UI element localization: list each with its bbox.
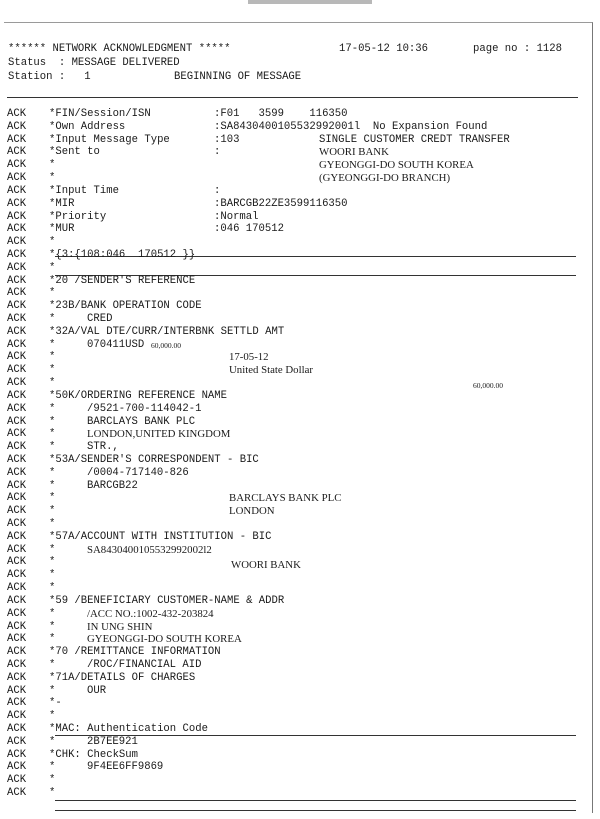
star: * [49, 582, 56, 595]
fin-label: *FIN/Session/ISN [49, 108, 151, 120]
field-59-account: /ACC NO.:1002-432-203824 [87, 607, 214, 620]
ack-label: ACK [7, 325, 27, 338]
row-field-59-1 [7, 608, 585, 621]
row-field-50k-1 [7, 403, 585, 416]
star: * [49, 172, 56, 185]
header-title: ****** NETWORK ACKNOWLEDGMENT ***** [8, 43, 231, 55]
star: * [49, 735, 56, 748]
star: * [49, 415, 56, 428]
ack-label: ACK [7, 389, 27, 402]
header-station: Station : 1 [8, 71, 91, 83]
row-end [7, 787, 585, 800]
ack-label: ACK [7, 633, 27, 646]
row-block3 [7, 249, 585, 262]
field-70-label: *70 /REMITTANCE INFORMATION [49, 646, 221, 659]
mir-label: *MIR [49, 197, 75, 210]
ack-label: ACK [7, 313, 27, 325]
ack-label: ACK [7, 787, 27, 800]
row-blank [7, 236, 585, 249]
ack-label: ACK [7, 210, 27, 223]
row-field-59-2 [7, 621, 585, 634]
star: * [49, 428, 56, 441]
ack-label: ACK [7, 248, 27, 261]
row-field-53a [7, 454, 585, 467]
row-field-70-1 [7, 659, 585, 672]
ack-label: ACK [7, 146, 27, 159]
star: * [49, 492, 56, 505]
ack-label: ACK [7, 223, 27, 236]
row-field-32a-date [7, 351, 585, 364]
sent-branch: (GYEONGGI-DO BRANCH) [319, 172, 451, 185]
row-mir [7, 198, 585, 211]
ack-label: ACK [7, 120, 27, 133]
field-32a-value: 070411USD [87, 338, 145, 351]
row-field-23b-value [7, 313, 585, 326]
scan-edge-mark [248, 0, 372, 4]
sent-label: *Sent to [49, 146, 100, 159]
chk-label: *CHK: CheckSum [49, 748, 139, 761]
sent-colon: : [214, 146, 221, 159]
row-input-type [7, 134, 585, 147]
ack-label: ACK [7, 402, 27, 415]
star: * [49, 620, 56, 633]
ack-label: ACK [7, 569, 27, 582]
mac-label: *MAC: Authentication Code [49, 723, 208, 735]
field-50k-label: *50K/ORDERING REFERENCE NAME [49, 389, 228, 402]
row-sent-to [7, 146, 585, 159]
star: * [49, 479, 56, 492]
row-field-57a [7, 531, 585, 544]
row-mur [7, 223, 585, 236]
mur-label: *MUR [49, 223, 75, 236]
ack-label: ACK [7, 377, 27, 390]
star: * [49, 774, 56, 787]
ack-label: ACK [7, 172, 27, 185]
row-field-50k [7, 390, 585, 403]
ack-label: ACK [7, 697, 27, 710]
priority-label: *Priority [49, 210, 107, 223]
fin-value: :F01 3599 116350 [214, 108, 348, 120]
star: * [49, 761, 56, 774]
ack-label: ACK [7, 236, 27, 249]
priority-value: :Normal [214, 210, 259, 223]
ack-label: ACK [7, 415, 27, 428]
row-field-59 [7, 595, 585, 608]
chk-value: 9F4EE6FF9869 [87, 761, 164, 774]
star: * [49, 236, 56, 249]
header-status-line [8, 56, 578, 70]
message-body [7, 108, 585, 800]
ack-label: ACK [7, 287, 27, 300]
ack-label: ACK [7, 428, 27, 441]
sent-bank: WOORI BANK [319, 146, 389, 159]
star: * [49, 313, 56, 325]
field-32a-currency: United State Dollar [229, 364, 313, 377]
ack-label: ACK [7, 492, 27, 505]
row-field-53a-2 [7, 480, 585, 493]
row-own-address [7, 121, 585, 134]
star: * [49, 338, 56, 351]
ack-label: ACK [7, 159, 27, 172]
row-mac [7, 723, 585, 736]
row-field-50k-2 [7, 416, 585, 429]
field-53a-account: /0004-717140-826 [87, 466, 189, 479]
block3-value: *{3:{108:046 170512 }} [49, 248, 196, 261]
row-field-53a-3 [7, 492, 585, 505]
ack-label: ACK [7, 607, 27, 620]
ack-label: ACK [7, 594, 27, 607]
ack-label: ACK [7, 761, 27, 774]
star: * [49, 466, 56, 479]
row-field-32a-amount [7, 377, 585, 390]
ack-label: ACK [7, 441, 27, 454]
star: * [49, 287, 56, 300]
row-field-23b [7, 300, 585, 313]
row-field-59-3 [7, 633, 585, 646]
row-mac-value [7, 736, 585, 749]
imt-value: :103 [214, 133, 240, 146]
field-59-region: GYEONGGI-DO SOUTH KOREA [87, 633, 242, 646]
row-blank [7, 569, 585, 582]
own-value: :SA8430400105532992001l No Expansion Found [214, 120, 488, 133]
row-field-32a [7, 326, 585, 339]
row-blank [7, 774, 585, 787]
ack-label: ACK [7, 351, 27, 364]
star: * [49, 787, 56, 800]
message-header [8, 42, 578, 84]
row-field-53a-4 [7, 505, 585, 518]
star: * [49, 351, 56, 364]
row-chk [7, 749, 585, 762]
row-field-71a [7, 672, 585, 685]
row-field-50k-3 [7, 428, 585, 441]
ack-label: ACK [7, 556, 27, 569]
ack-label: ACK [7, 505, 27, 518]
star: * [49, 543, 56, 556]
ack-label: ACK [7, 620, 27, 633]
field-53a-city: LONDON [229, 505, 275, 518]
field-53a-bic: BARCGB22 [87, 479, 138, 492]
ack-label: ACK [7, 518, 27, 530]
field-20-label: *20 /SENDER'S REFERENCE [49, 274, 196, 287]
field-50k-account: /9521-700-114042-1 [87, 402, 202, 415]
star: * [49, 402, 56, 415]
rule-end-2 [55, 810, 576, 811]
star: * [49, 518, 56, 530]
ack-label: ACK [7, 543, 27, 556]
mac-value: 2B7EE921 [87, 735, 138, 748]
row-blank [7, 518, 585, 531]
ack-label: ACK [7, 646, 27, 659]
row-field-20 [7, 275, 585, 288]
row-chk-value [7, 761, 585, 774]
field-50k-street: STR., [87, 441, 119, 454]
ack-label: ACK [7, 108, 27, 120]
field-23b-value: CRED [87, 313, 113, 325]
header-status: Status : MESSAGE DELIVERED [8, 57, 180, 69]
ack-label: ACK [7, 684, 27, 697]
ack-label: ACK [7, 774, 27, 787]
ack-label: ACK [7, 723, 27, 735]
ack-label: ACK [7, 479, 27, 492]
dash-marker: *- [49, 697, 62, 710]
field-32a-amount-right: 60,000.00 [473, 381, 503, 391]
field-57a-bank: WOORI BANK [231, 559, 301, 572]
star: * [49, 684, 56, 697]
header-rule [7, 97, 578, 98]
row-input-time [7, 185, 585, 198]
own-label: *Own Address [49, 120, 126, 133]
star: * [49, 364, 56, 377]
header-begin: BEGINNING OF MESSAGE [174, 71, 302, 83]
row-field-57a-2 [7, 556, 585, 572]
rule-end-1 [55, 800, 576, 801]
star: * [49, 556, 56, 569]
imt-label: *Input Message Type [49, 133, 170, 146]
header-title-line [8, 42, 578, 56]
row-fin [7, 108, 585, 121]
row-field-32a-value [7, 339, 585, 352]
field-50k-city: LONDON,UNITED KINGDOM [87, 428, 231, 441]
star: * [49, 441, 56, 454]
mir-value: :BARCGB22ZE3599116350 [214, 197, 348, 210]
row-blank [7, 582, 585, 595]
ack-label: ACK [7, 338, 27, 351]
field-32a-date: 17-05-12 [229, 351, 269, 364]
star: * [49, 633, 56, 646]
ack-label: ACK [7, 735, 27, 748]
imt-desc: SINGLE CUSTOMER CREDT TRANSFER [319, 133, 510, 146]
ack-label: ACK [7, 466, 27, 479]
ack-label: ACK [7, 364, 27, 377]
itime-colon: : [214, 184, 221, 197]
ack-label: ACK [7, 658, 27, 671]
ack-label: ACK [7, 582, 27, 595]
ack-label: ACK [7, 274, 27, 287]
ack-label: ACK [7, 671, 27, 684]
field-32a-label: *32A/VAL DTE/CURR/INTERBNK SETTLD AMT [49, 325, 285, 338]
row-field-32a-currency [7, 364, 585, 377]
header-page-number: page no : 1128 [473, 43, 563, 55]
star: * [49, 505, 56, 518]
row-sent-3 [7, 172, 585, 185]
star: * [49, 261, 56, 274]
field-71a-label: *71A/DETAILS OF CHARGES [49, 671, 196, 684]
itime-label: *Input Time [49, 184, 119, 197]
ack-label: ACK [7, 530, 27, 543]
row-field-53a-1 [7, 467, 585, 480]
field-32a-amount: 60,000.00 [151, 340, 181, 350]
ack-label: ACK [7, 197, 27, 210]
row-dash [7, 697, 585, 710]
ack-label: ACK [7, 300, 27, 313]
row-blank [7, 287, 585, 300]
row-field-71a-1 [7, 685, 585, 698]
ack-label: ACK [7, 748, 27, 761]
field-57a-account: SA8430400105532992002l2 [87, 543, 212, 556]
field-57a-label: *57A/ACCOUNT WITH INSTITUTION - BIC [49, 530, 272, 543]
row-sent-2 [7, 159, 585, 172]
ack-label: ACK [7, 453, 27, 466]
ack-label: ACK [7, 133, 27, 146]
row-field-57a-1 [7, 544, 585, 557]
star: * [49, 159, 56, 172]
field-70-value: /ROC/FINANCIAL AID [87, 658, 202, 671]
field-53a-label: *53A/SENDER'S CORRESPONDENT - BIC [49, 453, 259, 466]
header-station-line [8, 70, 578, 84]
header-datetime: 17-05-12 10:36 [339, 43, 429, 55]
field-59-label: *59 /BENEFICIARY CUSTOMER-NAME & ADDR [49, 594, 285, 607]
star: * [49, 607, 56, 620]
field-53a-bank: BARCLAYS BANK PLC [229, 492, 342, 505]
ack-label: ACK [7, 710, 27, 723]
ack-label: ACK [7, 261, 27, 274]
field-50k-bank: BARCLAYS BANK PLC [87, 415, 196, 428]
field-59-name: IN UNG SHIN [87, 620, 153, 633]
field-23b-label: *23B/BANK OPERATION CODE [49, 300, 202, 313]
row-blank [7, 710, 585, 723]
star: * [49, 569, 56, 582]
field-71a-value: OUR [87, 684, 107, 697]
row-field-50k-4 [7, 441, 585, 454]
mur-value: :046 170512 [214, 223, 284, 236]
star: * [49, 658, 56, 671]
row-blank [7, 262, 585, 275]
ack-label: ACK [7, 184, 27, 197]
row-priority [7, 211, 585, 224]
row-field-70 [7, 646, 585, 659]
star: * [49, 377, 56, 390]
star: * [49, 710, 56, 723]
sent-region: GYEONGGI-DO SOUTH KOREA [319, 159, 474, 172]
